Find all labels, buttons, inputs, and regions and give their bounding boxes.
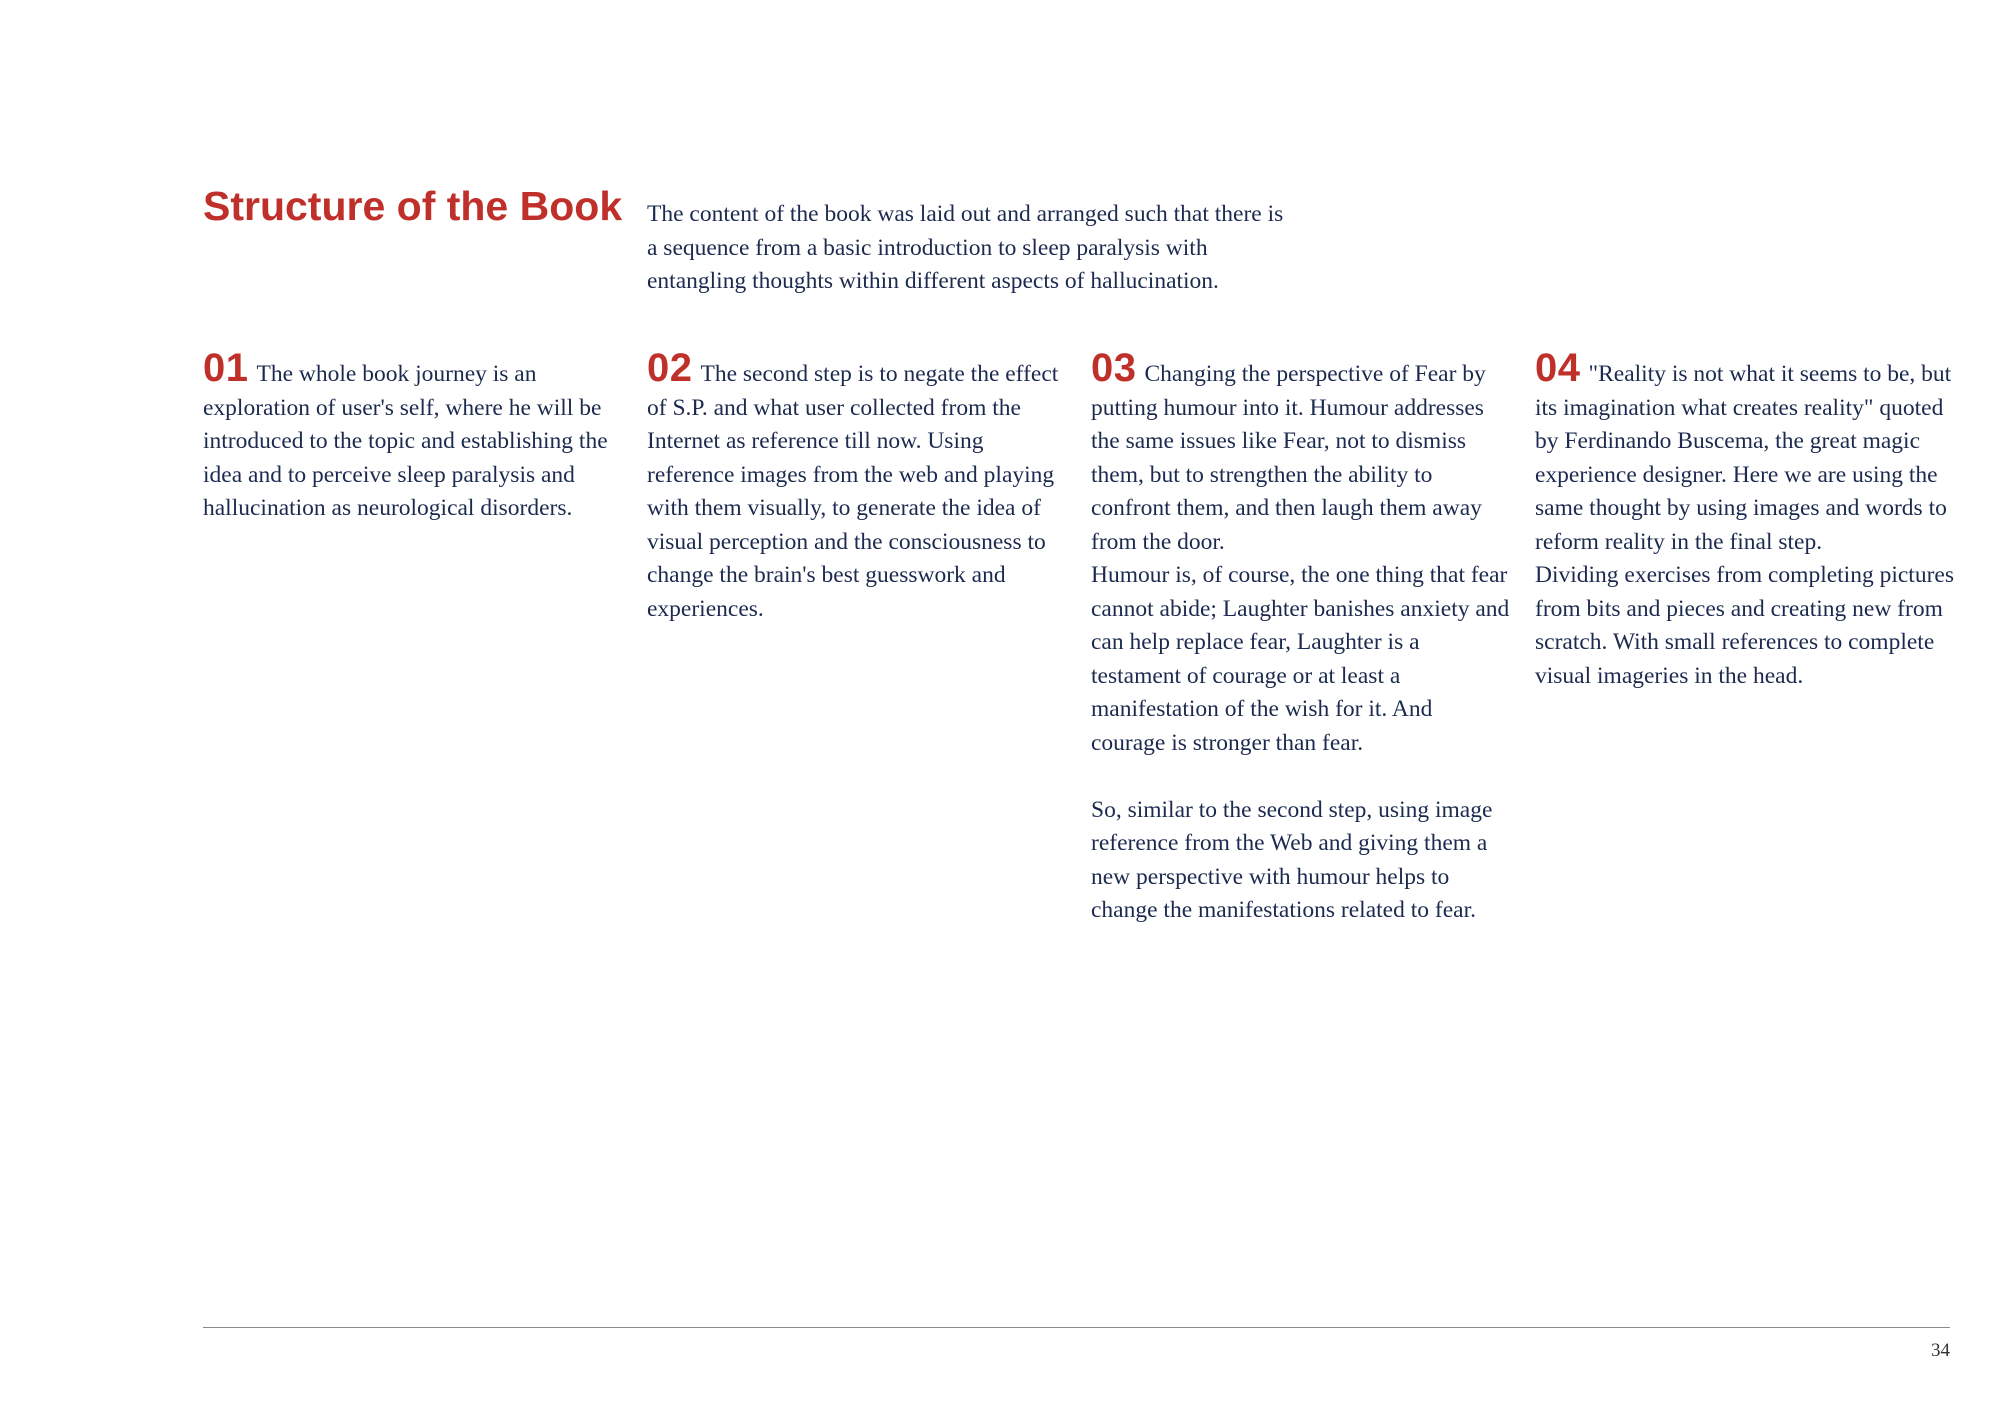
step-number: 04	[1535, 346, 1581, 390]
step-number: 01	[203, 346, 249, 390]
footer-divider	[203, 1327, 1950, 1328]
step-column-03	[1091, 346, 1511, 928]
step-column-01	[203, 346, 623, 526]
step-paragraph	[647, 346, 1067, 626]
step-column-04	[1535, 346, 1955, 693]
step-paragraph: So, similar to the second step, using image reference from the Web and giving them a new perspective with humour helps to change the manifestations related to fear.	[1091, 796, 1493, 923]
step-paragraph	[203, 346, 623, 526]
step-paragraph: Humour is, of course, the one thing that fear cannot abide; Laughter banishes anxiety and can help replace fear, Laughter is a testament of courage or at least a manifestation of the wish for it. And courage is stronger than fear.	[1091, 562, 1510, 756]
page-title: Structure of the Book	[203, 183, 623, 229]
step-text: The second step is to negate the effect of S.P. and what user collected from the Internet as reference till now. Using reference images from the web and playing with them visually, to generate the idea of visual perception and the consciousness to change the brain's best guesswork and experiences.	[647, 361, 1059, 622]
step-column-02	[647, 346, 1067, 626]
step-text: Changing the perspective of Fear by putting humour into it. Humour addresses the same issues like Fear, not to dismiss them, but to strengthen the ability to confront them, and then laugh them away from the door.	[1091, 361, 1486, 555]
step-text: The whole book journey is an exploration of user's self, where he will be introduced to the topic and establishing the idea and to perceive sleep paralysis and hallucination as neurological disorders.	[203, 361, 608, 521]
step-paragraph	[1535, 346, 1955, 559]
step-text: "Reality is not what it seems to be, but its imagination what creates reality" quoted by Ferdinando Buscema, the great magic experience designer. Here we are using the same thought by using images and words to reform reality in the final step.	[1535, 361, 1952, 555]
step-number: 02	[647, 346, 693, 390]
page-number: 34	[1931, 1340, 1950, 1361]
step-paragraph	[1091, 346, 1511, 559]
step-number: 03	[1091, 346, 1137, 390]
intro-paragraph: The content of the book was laid out and arranged such that there is a sequence from a basic introduction to sleep paralysis with entangling thoughts within different aspects of hallucination.	[647, 201, 1284, 294]
step-paragraph: Dividing exercises from completing pictures from bits and pieces and creating new from scratch. With small references to complete visual imageries in the head.	[1535, 562, 1954, 689]
paragraph-spacer	[1091, 760, 1511, 794]
